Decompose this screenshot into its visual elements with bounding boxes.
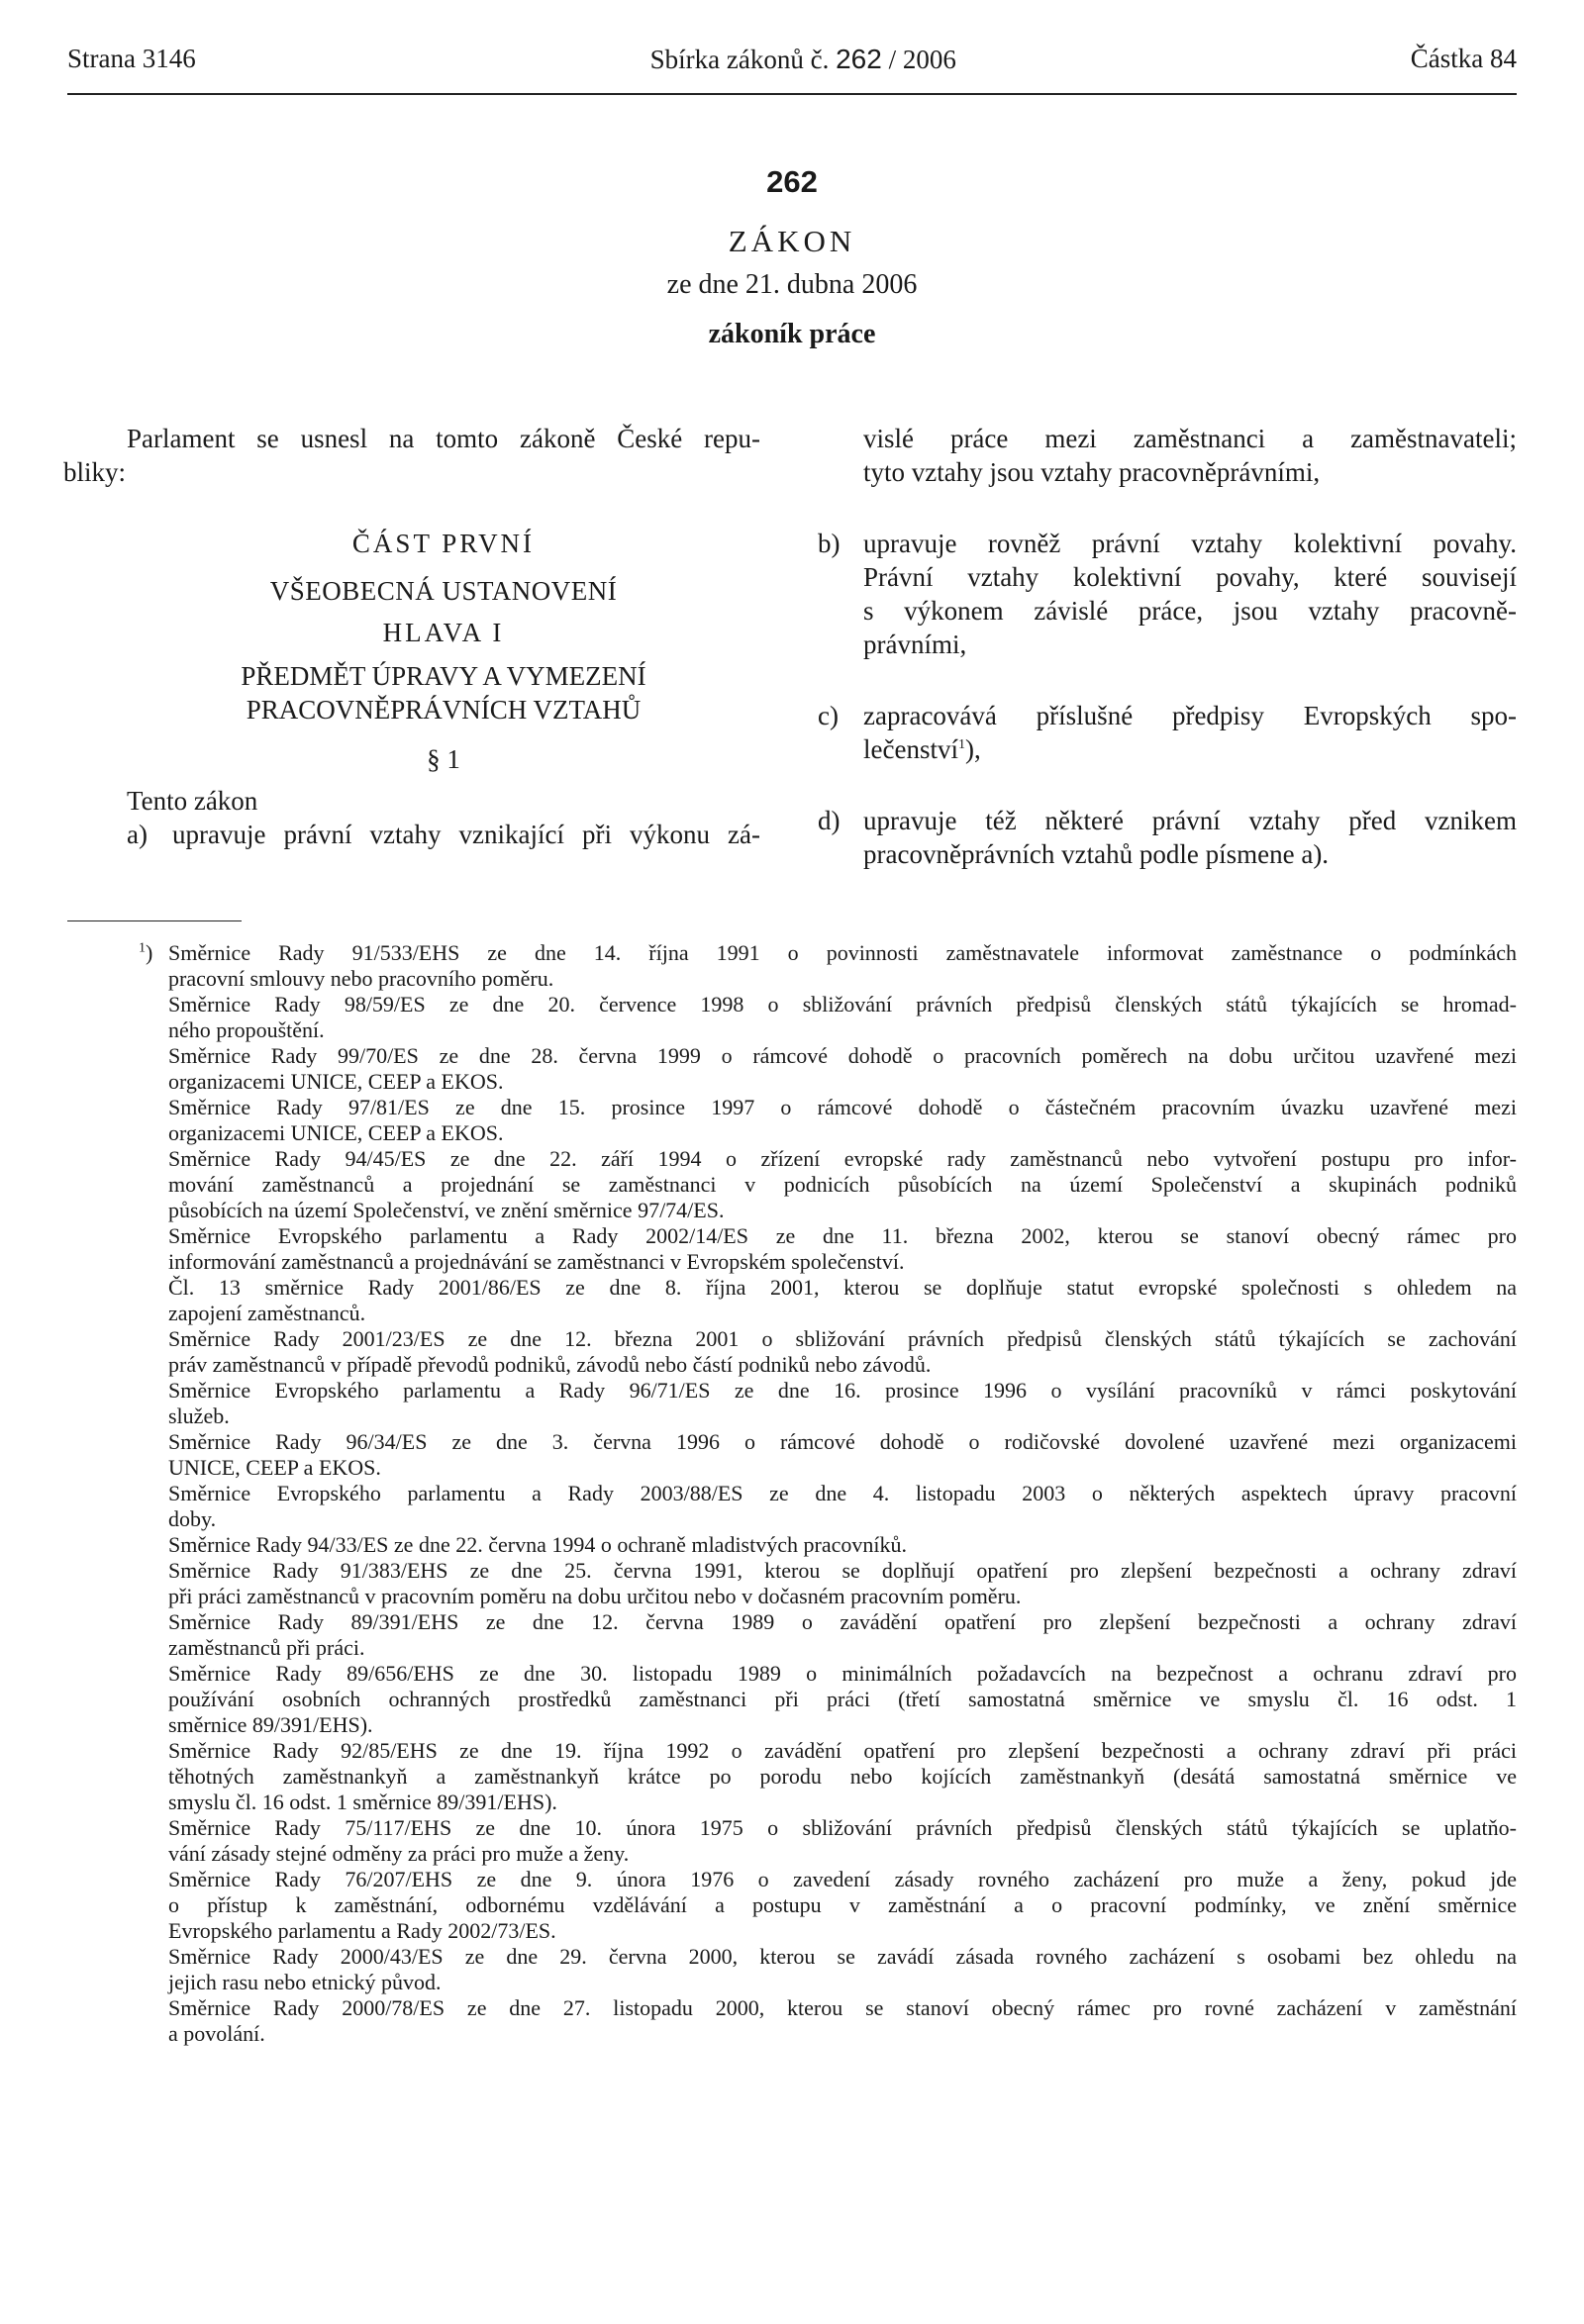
- footnote-line: Směrnice Rady 89/656/EHS ze dne 30. listopadu 1989 o minimálních požadavcích na bezpečnost a ochranu zdraví pro: [168, 1661, 1517, 1686]
- footnotes: [139, 940, 1517, 2047]
- page-header: [67, 44, 1517, 95]
- footnote-entry: [168, 1275, 1517, 1326]
- footnote-line: Směrnice Evropského parlamentu a Rady 2003/88/ES ze dne 4. listopadu 2003 o některých aspektech úpravy pracovní: [168, 1481, 1517, 1505]
- footnote-line: Směrnice Rady 75/117/EHS ze dne 10. února 1975 o sbližování právních předpisů členských států týkajících se uplatňo-: [168, 1815, 1517, 1840]
- footnote-entry: [168, 1326, 1517, 1378]
- item-c-line-1: zapracovává příslušné předpisy Evropských spo-: [863, 701, 1517, 730]
- law-date: ze dne 21. dubna 2006: [666, 269, 918, 300]
- footnote-entry: [168, 1995, 1517, 2047]
- part-title: ČÁST PRVNÍ: [351, 529, 536, 558]
- item-c-line-2-end: ),: [964, 734, 981, 764]
- footnote-entry: [168, 992, 1517, 1043]
- footnote-line: působících na území Společenství, ve znění směrnice 97/74/ES.: [168, 1198, 725, 1222]
- collection-year: / 2006: [888, 45, 956, 74]
- footnote-mark-sup: 1: [139, 940, 146, 956]
- intro-line-1: [127, 422, 760, 455]
- part-name: VŠEOBECNÁ USTANOVENÍ: [269, 576, 618, 606]
- footnote-entry: [168, 1815, 1517, 1867]
- part-label: Částka 84: [1410, 44, 1517, 73]
- item-a-continued: [863, 422, 1517, 489]
- footnote-entry: [168, 1429, 1517, 1481]
- chapter-name-line-1: PŘEDMĚT ÚPRAVY A VYMEZENÍ: [241, 661, 646, 691]
- footnote-line: Směrnice Rady 2000/78/ES ze dne 27. listopadu 2000, kterou se stanoví obecný rámec pro rovné zacházení v zaměstnání: [168, 1995, 1517, 2020]
- footnote-mark: [139, 940, 152, 966]
- item-d-mark: d): [818, 806, 841, 835]
- footnote-line: UNICE, CEEP a EKOS.: [168, 1455, 381, 1480]
- footnote-line: služeb.: [168, 1404, 230, 1428]
- item-a: [127, 818, 760, 851]
- item-b: [818, 527, 1517, 661]
- footnote-line: zapojení zaměstnanců.: [168, 1301, 366, 1325]
- footnote-line: těhotných zaměstnankyň a zaměstnankyň krátce po porodu nebo kojících zaměstnankyň (desátá samostatná směrnice ve: [168, 1764, 1517, 1789]
- law-name: zákoník práce: [708, 319, 876, 349]
- footnote-line: doby.: [168, 1506, 217, 1531]
- footnote-list: [168, 940, 1517, 2047]
- footnote-entry: [168, 1609, 1517, 1661]
- footnote-entry: [168, 1378, 1517, 1429]
- footnote-line: Směrnice Rady 96/34/ES ze dne 3. června 1996 o rámcové dohodě o rodičovské dovolené uzavřené mezi organizacemi: [168, 1429, 1517, 1454]
- chapter-name: [127, 659, 760, 726]
- footnote-line: práv zaměstnanců v případě převodů podniků, závodů nebo částí podniků nebo závodů.: [168, 1352, 932, 1377]
- left-column: [63, 422, 760, 851]
- item-a-line-1: upravuje právní vztahy vznikající při výkonu zá-: [172, 820, 760, 849]
- footnote-line: Směrnice Rady 76/207/EHS ze dne 9. února 1976 o zavedení zásady rovného zacházení pro muže a ženy, pokud jde: [168, 1867, 1517, 1891]
- footnote-entry: [168, 1558, 1517, 1609]
- footnote-line: organizacemi UNICE, CEEP a EKOS.: [168, 1069, 504, 1094]
- law-title-block: [0, 164, 1584, 350]
- intro-line-2: bliky:: [63, 457, 127, 487]
- footnote-line: Směrnice Rady 89/391/EHS ze dne 12. června 1989 o zavádění opatření pro zlepšení bezpečnosti a ochrany zdraví: [168, 1609, 1517, 1634]
- footnote-entry: [168, 1944, 1517, 1995]
- footnote-line: Směrnice Evropského parlamentu a Rady 96/71/ES ze dne 16. prosince 1996 o vysílání pracovníků v rámci poskytování: [168, 1378, 1517, 1403]
- footnote-line: Směrnice Rady 98/59/ES ze dne 20. července 1998 o sbližování právních předpisů členských států týkajících se hromad-: [168, 992, 1517, 1017]
- item-c-line-2-text: lečenství: [863, 734, 958, 764]
- footnote-divider: [67, 920, 242, 921]
- footnote-entry: [168, 1661, 1517, 1738]
- footnote-line: Evropského parlamentu a Rady 2002/73/ES.: [168, 1918, 556, 1943]
- footnote-reference[interactable]: 1: [957, 737, 965, 752]
- item-b-line-2: Právní vztahy kolektivní povahy, které souvisejí: [863, 562, 1517, 592]
- item-b-line-1: upravuje rovněž právní vztahy kolektivní povahy.: [863, 529, 1517, 558]
- footnote-line: Směrnice Rady 97/81/ES ze dne 15. prosince 1997 o rámcové dohodě o částečném pracovním úvazku uzavřené mezi: [168, 1095, 1517, 1119]
- footnote-line: o přístup k zaměstnání, odbornému vzdělávání a postupu v zaměstnání a o pracovní podmínky, ve znění směrnice: [168, 1892, 1517, 1917]
- footnote-entry: [168, 1095, 1517, 1146]
- footnote-mark-paren: ): [146, 940, 153, 965]
- footnote-line: Směrnice Rady 2000/43/ES ze dne 29. června 2000, kterou se zavádí zásada rovného zacházení s osobami bez ohledu na: [168, 1944, 1517, 1969]
- right-column: [818, 422, 1517, 871]
- footnote-entry: [168, 1738, 1517, 1815]
- chapter-title: HLAVA I: [382, 618, 505, 647]
- footnote-entry: [168, 1146, 1517, 1223]
- footnote-line: organizacemi UNICE, CEEP a EKOS.: [168, 1120, 504, 1145]
- footnote-line: Směrnice Rady 91/533/EHS ze dne 14. října 1991 o povinnosti zaměstnavatele informovat zaměstnance o podmínkách: [168, 940, 1517, 965]
- intro-line-1-text: Parlament se usnesl na tomto zákoně České repu-: [127, 424, 760, 453]
- footnote-line: Směrnice Rady 2001/23/ES ze dne 12. března 2001 o sbližování právních předpisů členských států týkajících se zachování: [168, 1326, 1517, 1351]
- law-number: 262: [766, 164, 818, 199]
- footnote-line: používání osobních ochranných prostředků zaměstnanci při práci (třetí samostatná směrnice ve smyslu čl. 16 odst. 1: [168, 1687, 1517, 1711]
- footnote-line: Směrnice Rady 94/33/ES ze dne 22. června 1994 o ochraně mladistvých pracovníků.: [168, 1532, 907, 1557]
- collection-label: [650, 44, 956, 75]
- collection-number: 262: [836, 44, 882, 74]
- item-b-line-3: s výkonem závislé práce, jsou vztahy pracovně-: [863, 596, 1517, 626]
- footnote-line: Směrnice Rady 99/70/ES ze dne 28. června 1999 o rámcové dohodě o pracovních poměrech na dobu určitou uzavřené mezi: [168, 1043, 1517, 1068]
- footnote-entry: [168, 1532, 1517, 1558]
- item-d-line-2: pracovněprávních vztahů podle písmene a).: [863, 839, 1330, 869]
- footnote-line: a povolání.: [168, 2021, 265, 2046]
- item-c-line-2: [863, 732, 1517, 766]
- footnote-line: směrnice 89/391/EHS).: [168, 1712, 373, 1737]
- footnote-line: smyslu čl. 16 odst. 1 směrnice 89/391/EHS).: [168, 1790, 557, 1814]
- collection-prefix: Sbírka zákonů č.: [649, 45, 830, 74]
- item-a-cont-line-1: vislé práce mezi zaměstnanci a zaměstnavateli;: [863, 424, 1517, 453]
- item-a-cont-line-2: tyto vztahy jsou vztahy pracovněprávními,: [863, 457, 1321, 487]
- item-c-mark: c): [818, 701, 839, 730]
- footnote-entry: [168, 1481, 1517, 1532]
- item-b-line-4: právními,: [863, 629, 967, 659]
- item-a-mark: a): [127, 820, 148, 849]
- chapter-name-line-2: PRACOVNĚPRÁVNÍCH VZTAHŮ: [246, 695, 642, 725]
- item-b-mark: b): [818, 529, 841, 558]
- page-label: Strana 3146: [67, 44, 196, 73]
- footnote-line: ného propouštění.: [168, 1017, 325, 1042]
- footnote-line: Směrnice Evropského parlamentu a Rady 2002/14/ES ze dne 11. března 2002, kterou se stanoví obecný rámec pro: [168, 1223, 1517, 1248]
- item-c: [818, 699, 1517, 766]
- footnote-line: mování zaměstnanců a projednání se zaměstnanci v podnicích působících na území Společenství a skupinách podniků: [168, 1172, 1517, 1197]
- footnote-line: jejich rasu nebo etnický původ.: [168, 1970, 442, 1994]
- footnote-line: při práci zaměstnanců v pracovním poměru na dobu určitou nebo v dočasném pracovním poměru.: [168, 1584, 1022, 1608]
- item-d-line-1: upravuje též některé právní vztahy před vznikem: [863, 806, 1517, 835]
- lead-text: Tento zákon: [127, 786, 258, 816]
- footnote-line: informování zaměstnanců a projednávání se zaměstnanci v Evropském společenství.: [168, 1249, 905, 1274]
- section-heading: § 1: [427, 744, 460, 774]
- footnote-line: pracovní smlouvy nebo pracovního poměru.: [168, 966, 554, 991]
- footnote-entry: [168, 940, 1517, 992]
- footnote-line: Čl. 13 směrnice Rady 2001/86/ES ze dne 8. října 2001, kterou se doplňuje statut evropské společnosti s ohledem na: [168, 1275, 1517, 1300]
- footnote-entry: [168, 1223, 1517, 1275]
- footnote-line: Směrnice Rady 92/85/EHS ze dne 19. října 1992 o zavádění opatření pro zlepšení bezpečnosti a ochrany zdraví při práci: [168, 1738, 1517, 1763]
- footnote-line: zaměstnanců při práci.: [168, 1635, 365, 1660]
- footnote-line: Směrnice Rady 91/383/EHS ze dne 25. června 1991, kterou se doplňují opatření pro zlepšení bezpečnosti a ochrany zdraví: [168, 1558, 1517, 1583]
- law-type: ZÁKON: [728, 224, 856, 258]
- item-d: [818, 804, 1517, 871]
- footnote-line: vání zásady stejné odměny za práci pro muže a ženy.: [168, 1841, 630, 1866]
- footnote-entry: [168, 1043, 1517, 1095]
- footnote-line: Směrnice Rady 94/45/ES ze dne 22. září 1994 o zřízení evropské rady zaměstnanců nebo vytvoření postupu pro infor-: [168, 1146, 1517, 1171]
- footnote-entry: [168, 1867, 1517, 1944]
- intro-paragraph: [63, 422, 760, 489]
